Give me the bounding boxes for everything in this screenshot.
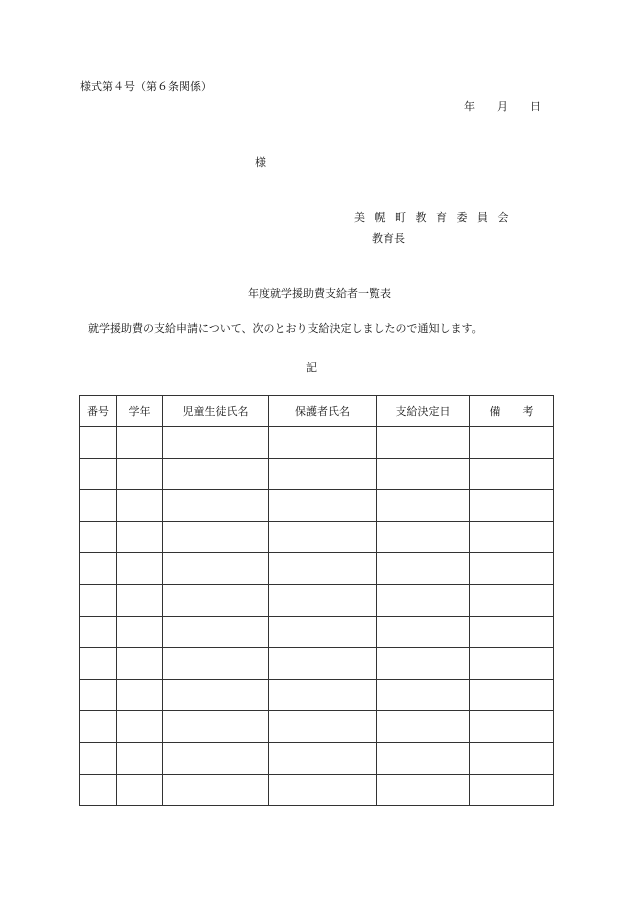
cell-guardian-name bbox=[269, 458, 377, 490]
cell-remarks bbox=[470, 458, 554, 490]
cell-number bbox=[80, 553, 117, 585]
cell-student-name bbox=[163, 427, 269, 459]
column-header-decision-date: 支給決定日 bbox=[377, 396, 470, 427]
cell-student-name bbox=[163, 584, 269, 616]
cell-student-name bbox=[163, 553, 269, 585]
cell-decision-date bbox=[377, 427, 470, 459]
cell-guardian-name bbox=[269, 616, 377, 648]
cell-student-name bbox=[163, 458, 269, 490]
table-row bbox=[80, 427, 554, 459]
cell-remarks bbox=[470, 679, 554, 711]
document-title: 年度就学援助費支給者一覧表 bbox=[248, 287, 391, 300]
cell-guardian-name bbox=[269, 427, 377, 459]
remarks-char-1: 備 bbox=[489, 405, 501, 418]
column-header-grade: 学年 bbox=[117, 396, 163, 427]
table-row bbox=[80, 584, 554, 616]
cell-remarks bbox=[470, 616, 554, 648]
table-row bbox=[80, 711, 554, 743]
cell-number bbox=[80, 648, 117, 680]
cell-grade bbox=[117, 648, 163, 680]
cell-student-name bbox=[163, 616, 269, 648]
date-month-label: 月 bbox=[497, 100, 508, 113]
cell-grade bbox=[117, 490, 163, 522]
cell-decision-date bbox=[377, 648, 470, 680]
cell-guardian-name bbox=[269, 553, 377, 585]
cell-guardian-name bbox=[269, 679, 377, 711]
date-line bbox=[464, 101, 541, 112]
cell-number bbox=[80, 584, 117, 616]
cell-decision-date bbox=[377, 742, 470, 774]
cell-grade bbox=[117, 742, 163, 774]
ki-label: 記 bbox=[306, 361, 317, 374]
remarks-char-2: 考 bbox=[522, 405, 534, 418]
cell-grade bbox=[117, 427, 163, 459]
cell-remarks bbox=[470, 648, 554, 680]
cell-guardian-name bbox=[269, 584, 377, 616]
cell-number bbox=[80, 742, 117, 774]
cell-grade bbox=[117, 616, 163, 648]
cell-decision-date bbox=[377, 774, 470, 806]
column-header-guardian-name: 保護者氏名 bbox=[269, 396, 377, 427]
table-row bbox=[80, 553, 554, 585]
cell-student-name bbox=[163, 679, 269, 711]
cell-remarks bbox=[470, 742, 554, 774]
cell-student-name bbox=[163, 742, 269, 774]
cell-decision-date bbox=[377, 553, 470, 585]
cell-grade bbox=[117, 584, 163, 616]
addressee-honorific: 様 bbox=[255, 156, 266, 169]
table-row bbox=[80, 490, 554, 522]
cell-student-name bbox=[163, 521, 269, 553]
cell-remarks bbox=[470, 774, 554, 806]
cell-number bbox=[80, 458, 117, 490]
table-row bbox=[80, 458, 554, 490]
table-row bbox=[80, 616, 554, 648]
cell-grade bbox=[117, 679, 163, 711]
column-header-remarks bbox=[470, 396, 554, 427]
date-day-label: 日 bbox=[530, 100, 541, 113]
cell-grade bbox=[117, 521, 163, 553]
column-header-number: 番号 bbox=[80, 396, 117, 427]
cell-decision-date bbox=[377, 616, 470, 648]
cell-guardian-name bbox=[269, 521, 377, 553]
cell-grade bbox=[117, 711, 163, 743]
recipient-table bbox=[79, 395, 554, 806]
cell-student-name bbox=[163, 774, 269, 806]
cell-grade bbox=[117, 458, 163, 490]
cell-decision-date bbox=[377, 679, 470, 711]
cell-decision-date bbox=[377, 711, 470, 743]
issuer-organization: 美 幌 町 教 育 委 員 会 bbox=[354, 211, 512, 224]
cell-decision-date bbox=[377, 458, 470, 490]
issuer-title: 教育長 bbox=[372, 232, 405, 245]
cell-grade bbox=[117, 774, 163, 806]
cell-remarks bbox=[470, 553, 554, 585]
cell-remarks bbox=[470, 711, 554, 743]
cell-decision-date bbox=[377, 490, 470, 522]
cell-student-name bbox=[163, 490, 269, 522]
form-number-label: 様式第４号（第６条関係） bbox=[80, 80, 212, 93]
cell-decision-date bbox=[377, 584, 470, 616]
cell-student-name bbox=[163, 711, 269, 743]
cell-remarks bbox=[470, 584, 554, 616]
cell-guardian-name bbox=[269, 711, 377, 743]
table-body bbox=[80, 427, 554, 806]
cell-guardian-name bbox=[269, 648, 377, 680]
notice-text: 就学援助費の支給申請について、次のとおり支給決定しましたので通知します。 bbox=[88, 322, 483, 335]
table-row bbox=[80, 521, 554, 553]
cell-remarks bbox=[470, 427, 554, 459]
column-header-student-name: 児童生徒氏名 bbox=[163, 396, 269, 427]
cell-number bbox=[80, 774, 117, 806]
cell-number bbox=[80, 427, 117, 459]
cell-number bbox=[80, 679, 117, 711]
table-row bbox=[80, 774, 554, 806]
table-row bbox=[80, 679, 554, 711]
cell-number bbox=[80, 616, 117, 648]
cell-student-name bbox=[163, 648, 269, 680]
cell-number bbox=[80, 521, 117, 553]
cell-grade bbox=[117, 553, 163, 585]
cell-number bbox=[80, 490, 117, 522]
cell-remarks bbox=[470, 521, 554, 553]
table-row bbox=[80, 648, 554, 680]
cell-guardian-name bbox=[269, 774, 377, 806]
table-row bbox=[80, 742, 554, 774]
date-year-label: 年 bbox=[464, 100, 475, 113]
cell-guardian-name bbox=[269, 742, 377, 774]
table-header-row bbox=[80, 396, 554, 427]
cell-guardian-name bbox=[269, 490, 377, 522]
cell-remarks bbox=[470, 490, 554, 522]
cell-number bbox=[80, 711, 117, 743]
cell-decision-date bbox=[377, 521, 470, 553]
